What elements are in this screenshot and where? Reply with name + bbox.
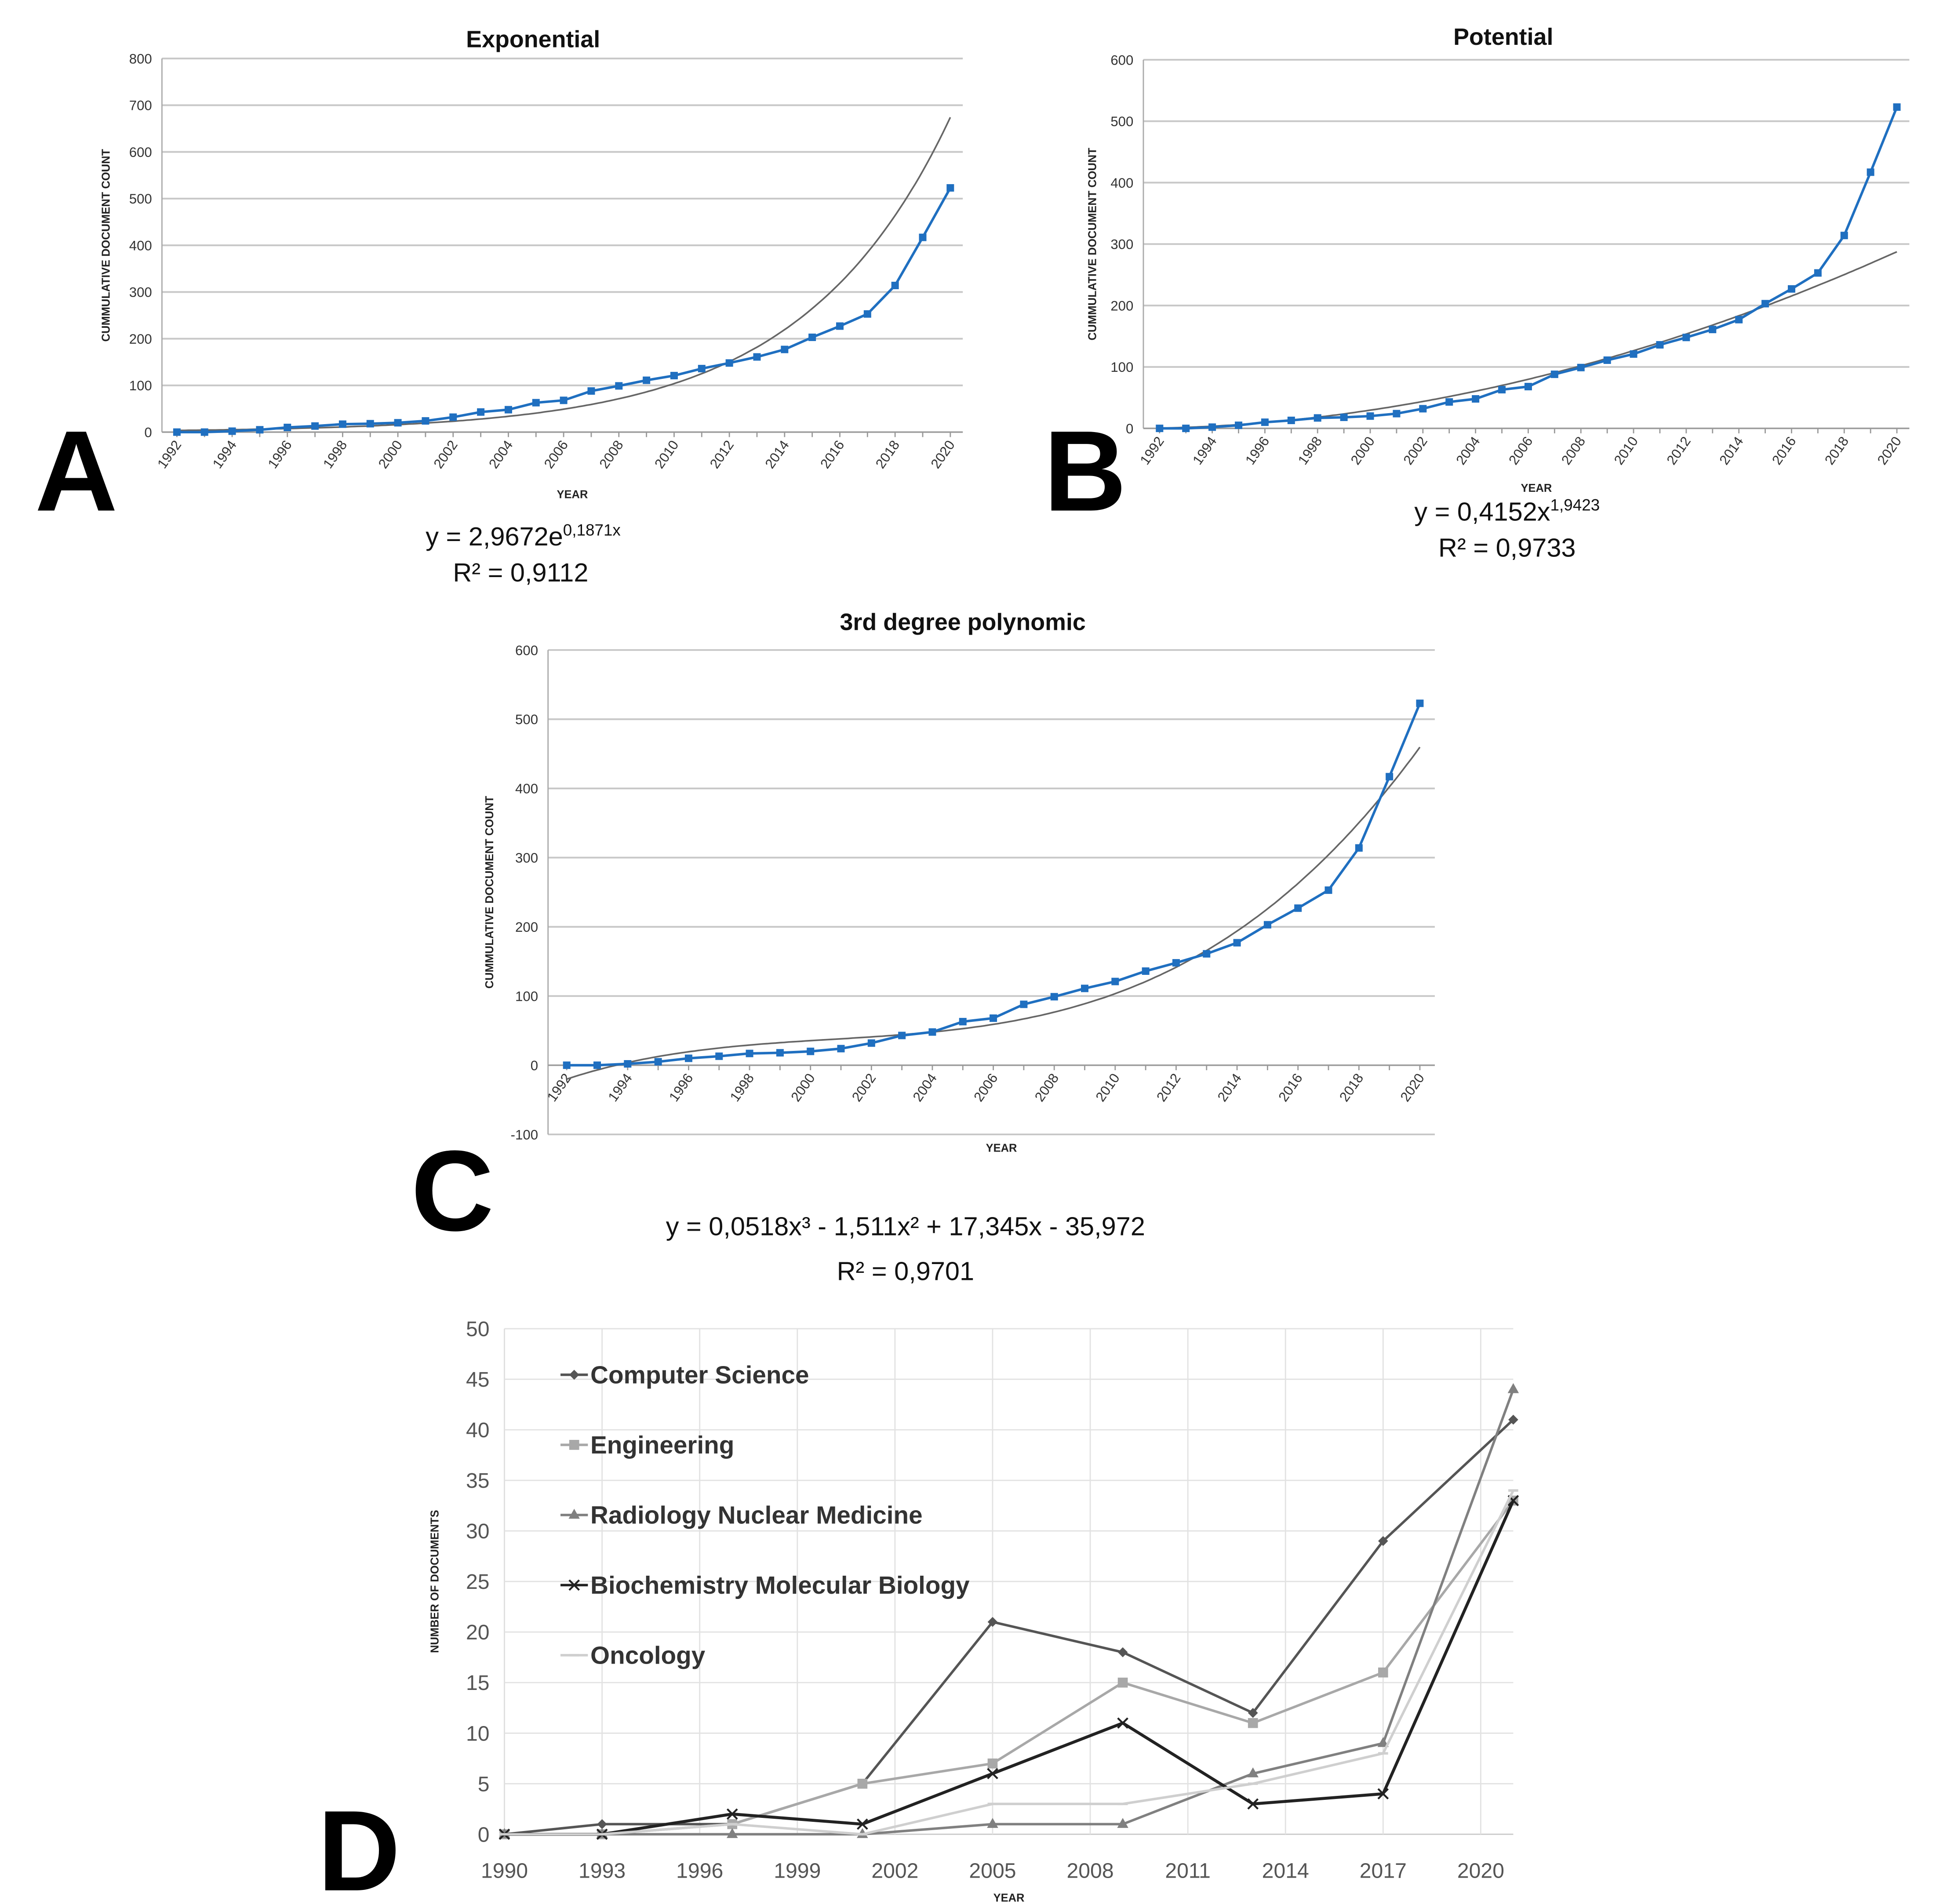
y-axis-label: CUMMULATIVE DOCUMENT COUNT [100,149,113,342]
data-point [1203,950,1210,958]
y-tick-label: 300 [129,284,152,300]
panel-label: A [35,407,118,535]
x-tick-label: 2020 [1874,433,1905,468]
data-point [1264,921,1271,929]
data-point [587,387,595,395]
panel-d-subject-areas [318,1317,1519,1904]
y-tick-label: 35 [466,1469,490,1493]
y-axis-label: NUMBER OF DOCUMENTS [429,1510,441,1653]
x-axis-label: YEAR [993,1892,1025,1904]
y-tick-label: 45 [466,1368,490,1392]
data-point [898,1032,906,1039]
data-point [1051,993,1058,1000]
y-tick-label: 5 [477,1772,490,1796]
data-point [1378,1668,1388,1678]
data-point [624,1060,631,1068]
x-tick-label: 1992 [544,1070,575,1105]
data-point [807,1048,814,1055]
data-point [1156,425,1163,432]
x-tick-label: 2020 [928,437,958,472]
data-point [836,322,844,330]
x-tick-label: 2017 [1359,1859,1407,1883]
x-tick-label: 2020 [1397,1070,1428,1105]
x-tick-label: 2008 [1558,433,1589,468]
x-tick-label: 2008 [596,437,626,472]
data-point [990,1014,997,1022]
data-point [173,429,181,436]
data-point [1340,414,1348,421]
trendline [567,747,1420,1079]
x-tick-label: 1994 [605,1070,635,1105]
data-point [560,396,568,404]
data-point [1081,985,1088,992]
legend-label: Oncology [590,1642,706,1670]
chart-title: Potential [1453,23,1554,50]
data-point [1393,410,1400,418]
legend-label: Engineering [590,1432,735,1460]
data-point [229,428,236,435]
x-tick-label: 2006 [541,437,571,472]
data-point [311,422,319,430]
y-tick-label: 600 [129,144,152,160]
x-tick-label: 1998 [320,437,350,472]
x-tick-label: 1996 [676,1859,724,1883]
data-point [1182,425,1190,432]
x-tick-label: 2004 [486,437,516,472]
data-point [808,334,816,341]
y-axis-label: CUMMULATIVE DOCUMENT COUNT [1086,148,1099,341]
y-tick-label: 700 [129,98,152,113]
y-tick-label: 200 [129,331,152,347]
panel-label: B [1044,407,1127,535]
x-tick-label: 2008 [1031,1070,1062,1105]
data-point [959,1018,967,1025]
data-point [1656,341,1663,349]
trend-equation: $y = 2,9672e^{0,1871x}$ [426,521,621,551]
y-tick-label: 300 [515,850,539,866]
x-tick-label: 2000 [1347,433,1378,468]
x-tick-label: 2014 [1716,433,1747,468]
x-tick-label: 1996 [265,437,295,472]
y-tick-label: 600 [515,643,539,658]
legend-label: Biochemistry Molecular Biology [590,1572,970,1600]
data-point [746,1050,753,1057]
data-line [177,188,950,432]
y-tick-label: 10 [466,1722,490,1746]
data-point [532,399,540,407]
x-tick-label: 2016 [817,437,848,472]
x-tick-label: 2016 [1769,433,1799,468]
data-point [837,1045,845,1052]
y-tick-label: 30 [466,1519,490,1544]
x-tick-label: 1992 [1137,433,1167,468]
y-tick-label: 100 [129,378,152,394]
data-point [1111,978,1119,985]
data-point [477,408,484,416]
x-tick-label: 2014 [1214,1070,1245,1105]
panel-b-potential [1044,24,1909,562]
x-tick-label: 2006 [1506,433,1536,468]
x-tick-label: 2002 [848,1070,879,1105]
y-tick-label: 20 [466,1621,490,1645]
x-tick-label: 2011 [1165,1859,1211,1883]
panel-label: C [411,1127,494,1255]
x-tick-label: 2000 [375,437,406,472]
x-tick-label: 2004 [1453,433,1483,468]
trendline [1160,252,1897,428]
data-point [1416,700,1423,707]
x-tick-label: 2002 [871,1859,919,1883]
chart-title: Exponential [466,26,600,53]
data-point [655,1058,662,1065]
data-point [1525,383,1532,390]
data-point [1261,418,1269,426]
data-point [858,1779,868,1789]
data-point [1551,371,1558,378]
data-point [753,353,760,361]
x-tick-label: 2000 [788,1070,818,1105]
data-point [726,359,733,367]
x-tick-label: 1998 [727,1070,757,1105]
legend-label: Radiology Nuclear Medicine [590,1501,923,1530]
data-point [1709,326,1716,333]
data-point [1682,334,1690,341]
data-point [864,310,871,318]
data-line [1160,107,1897,429]
y-tick-label: 25 [466,1570,490,1594]
y-tick-label: 500 [1110,114,1134,130]
y-tick-label: 300 [1110,236,1134,252]
data-point [615,382,622,389]
panel-a-exponential [35,26,963,587]
x-tick-label: 2008 [1066,1859,1114,1883]
data-point [698,365,706,372]
y-tick-label: 40 [466,1418,490,1443]
y-tick-label: 500 [129,191,152,207]
data-point [569,1440,579,1450]
x-tick-label: 2004 [910,1070,940,1105]
data-point [1208,423,1216,431]
y-tick-label: 200 [515,919,539,935]
x-tick-label: 2010 [651,437,682,472]
chart-title: 3rd degree polynomic [840,609,1086,636]
data-point [1735,316,1743,323]
data-point [988,1759,998,1769]
data-point [1498,386,1506,393]
legend-label: Computer Science [590,1361,809,1389]
y-tick-label: 400 [515,781,539,797]
x-tick-label: 2020 [1457,1859,1504,1883]
x-tick-label: 2012 [1153,1070,1184,1105]
data-point [727,1828,738,1838]
x-tick-label: 2018 [1336,1070,1367,1105]
x-tick-label: 1992 [154,437,185,472]
data-point [715,1053,723,1060]
data-point [1630,350,1637,358]
data-point [256,426,263,433]
data-line [567,703,1420,1065]
y-tick-label: -100 [510,1127,539,1143]
data-point [339,421,346,428]
x-tick-label: 1996 [1242,433,1273,468]
x-tick-label: 1990 [480,1859,528,1883]
x-tick-label: 2006 [971,1070,1001,1105]
y-tick-label: 0 [530,1057,539,1073]
r-squared: R² = 0,9112 [453,558,589,588]
trend-equation: $y = 0,4152x^{1,9423}$ [1414,496,1600,527]
data-point [946,184,954,192]
data-point [1893,103,1901,111]
x-tick-label: 2014 [762,437,792,472]
series-line-computer-science [505,1420,1514,1834]
data-point [1118,1647,1128,1657]
panel-label: D [317,1787,400,1904]
data-point [1445,398,1453,406]
data-point [1761,300,1769,307]
data-point [422,417,429,425]
y-tick-label: 100 [1110,360,1134,375]
data-point [394,419,402,426]
x-axis-label: YEAR [557,488,588,501]
trendline [177,117,950,431]
x-tick-label: 1994 [1190,433,1220,468]
data-point [891,282,899,289]
x-tick-label: 2005 [969,1859,1016,1883]
y-tick-label: 600 [1110,52,1134,68]
y-tick-label: 400 [1110,175,1134,191]
y-tick-label: 100 [515,988,539,1004]
y-tick-label: 0 [477,1823,490,1847]
data-point [1118,1678,1128,1688]
data-point [1248,1718,1258,1728]
x-tick-label: 2010 [1092,1070,1123,1105]
data-point [367,420,374,428]
data-point [593,1061,601,1069]
y-tick-label: 500 [515,712,539,727]
data-point [1788,285,1795,293]
y-tick-label: 400 [129,238,152,254]
x-axis-label: YEAR [986,1142,1017,1155]
x-tick-label: 2012 [1663,433,1694,468]
data-point [1172,959,1180,967]
data-point [1841,232,1848,239]
data-point [776,1049,784,1057]
data-point [670,372,678,379]
x-tick-label: 1999 [774,1859,821,1883]
r-squared: R² = 0,9733 [1438,533,1576,563]
x-tick-label: 2018 [872,437,903,472]
data-point [919,234,926,241]
data-point [928,1028,936,1036]
trend-equation: y = 0,0518x³ - 1,511x² + 17,345x - 35,972 [666,1211,1145,1241]
data-point [449,414,457,421]
x-axis-label: YEAR [1521,482,1552,495]
data-point [685,1054,692,1062]
x-tick-label: 2016 [1275,1070,1306,1105]
y-tick-label: 15 [466,1671,490,1695]
data-point [569,1370,579,1380]
x-tick-label: 2002 [1400,433,1430,468]
data-point [505,406,512,414]
data-point [1325,887,1332,894]
y-tick-label: 200 [1110,298,1134,314]
x-tick-label: 2012 [706,437,737,472]
data-point [1604,356,1611,364]
data-point [284,424,291,431]
y-tick-label: 0 [144,425,152,440]
x-tick-label: 2010 [1611,433,1641,468]
r-squared: R² = 0,9701 [837,1256,975,1286]
data-point [1233,939,1241,946]
data-point [597,1819,607,1829]
x-tick-label: 1993 [579,1859,626,1883]
data-point [781,346,788,353]
data-point [868,1039,875,1047]
data-point [563,1061,571,1069]
x-tick-label: 2002 [430,437,461,472]
x-tick-label: 2014 [1262,1859,1309,1883]
panel-c-polynomic [411,609,1435,1286]
x-tick-label: 1996 [666,1070,696,1105]
data-point [1355,844,1363,852]
y-tick-label: 800 [129,51,152,67]
data-point [643,377,650,384]
data-point [1867,168,1874,176]
x-tick-label: 1998 [1295,433,1325,468]
data-point [1367,412,1374,420]
y-axis-label: CUMMULATIVE DOCUMENT COUNT [484,796,496,989]
data-point [1814,269,1822,277]
data-point [1294,905,1302,912]
data-point [201,429,208,436]
data-point [1235,421,1242,429]
y-tick-label: 50 [466,1317,490,1341]
y-tick-label: 0 [1125,421,1134,436]
data-point [1508,1383,1519,1393]
data-point [1386,773,1393,781]
data-point [1288,417,1295,424]
data-point [1314,414,1321,421]
data-point [1577,364,1585,371]
data-point [1419,405,1426,412]
x-tick-label: 1994 [209,437,240,472]
x-tick-label: 2018 [1821,433,1852,468]
data-point [1020,1001,1027,1008]
data-point [1142,967,1150,975]
data-point [1472,395,1479,403]
